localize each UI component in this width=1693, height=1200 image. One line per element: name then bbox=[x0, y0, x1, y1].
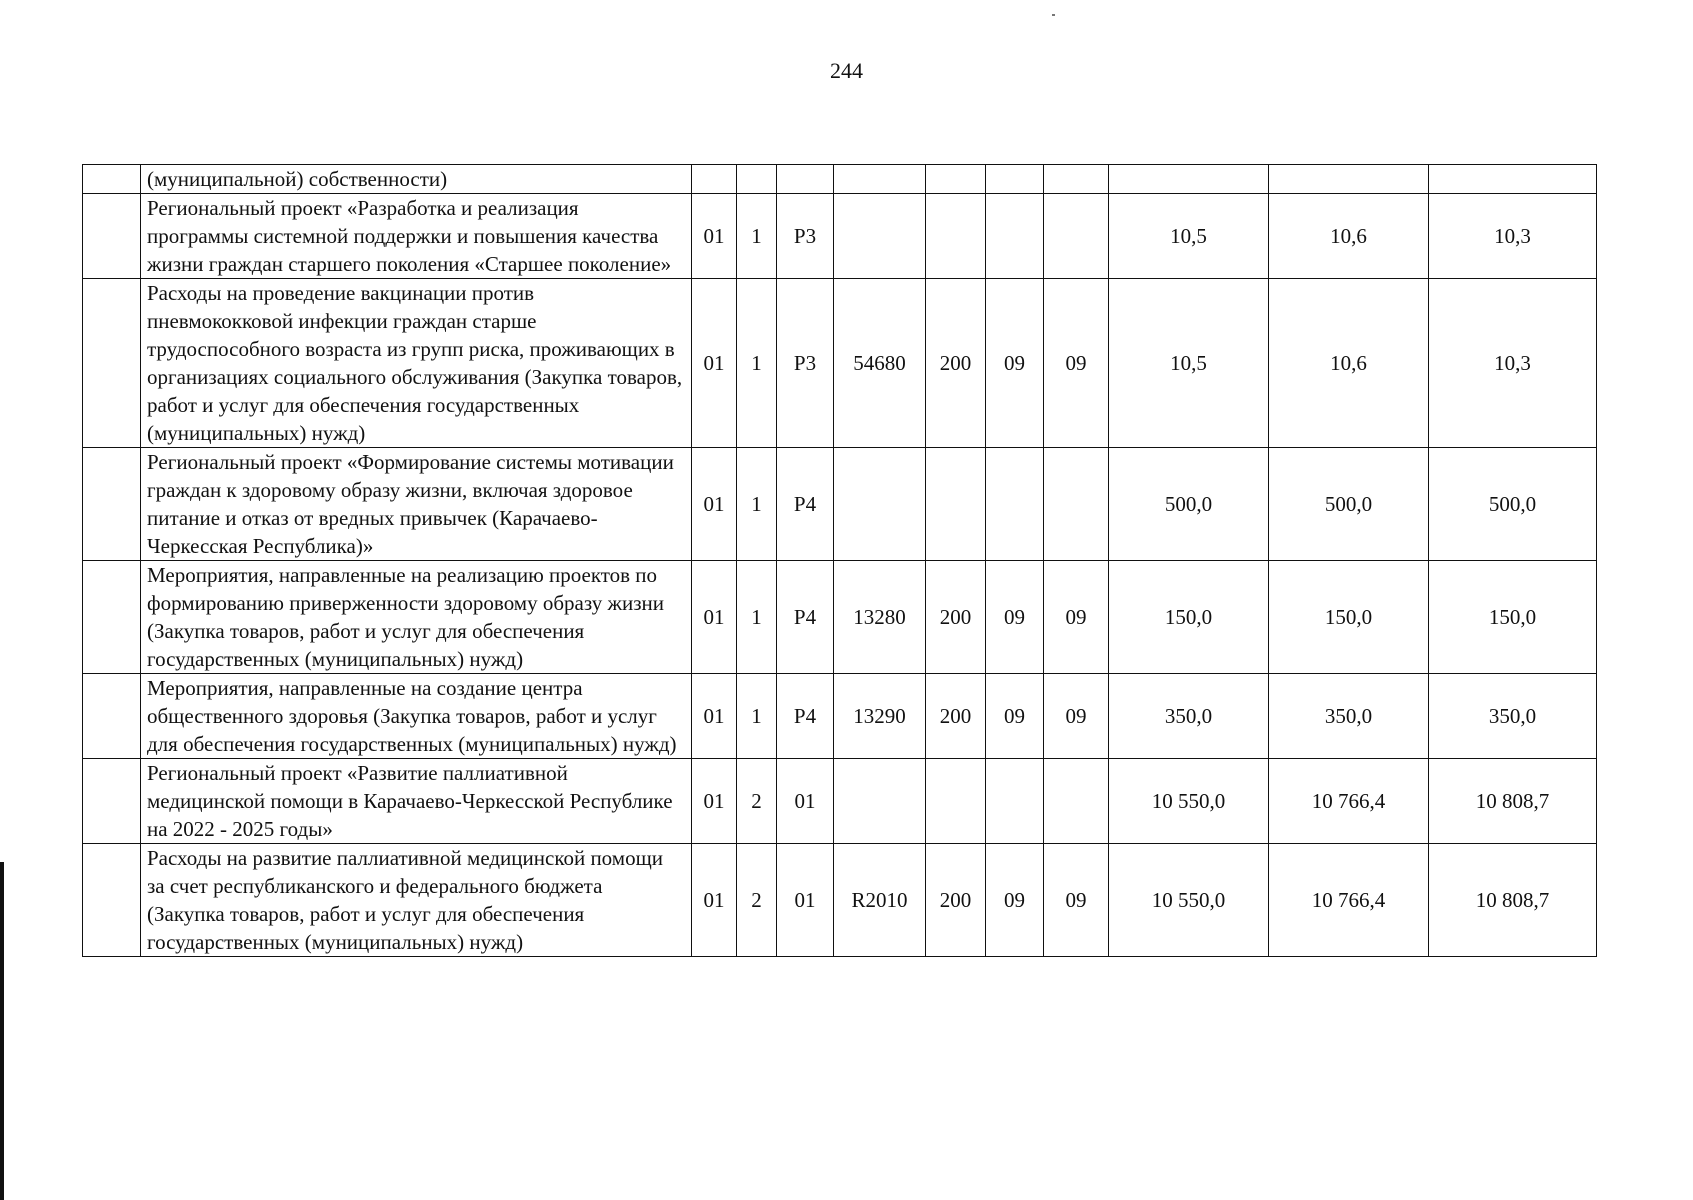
index-cell bbox=[83, 194, 141, 279]
index-cell bbox=[83, 674, 141, 759]
amount-cell: 350,0 bbox=[1109, 674, 1269, 759]
code-cell bbox=[834, 448, 926, 561]
amount-cell: 10 550,0 bbox=[1109, 759, 1269, 844]
code-cell: 1 bbox=[737, 279, 777, 448]
code-cell: 01 bbox=[692, 279, 737, 448]
amount-cell: 10,3 bbox=[1429, 279, 1597, 448]
code-cell: P4 bbox=[777, 448, 834, 561]
code-cell: P3 bbox=[777, 194, 834, 279]
code-cell: P4 bbox=[777, 674, 834, 759]
amount-cell: 10 808,7 bbox=[1429, 759, 1597, 844]
index-cell bbox=[83, 844, 141, 957]
budget-table bbox=[82, 164, 1597, 957]
code-cell: 09 bbox=[986, 279, 1044, 448]
code-cell: 01 bbox=[777, 844, 834, 957]
code-cell: 13280 bbox=[834, 561, 926, 674]
description-cell: Мероприятия, направленные на создание центра общественного здоровья (Закупка товаров, работ и услуг для обеспечения государственных (муниципальных) нужд) bbox=[141, 674, 692, 759]
code-cell bbox=[986, 165, 1044, 194]
amount-cell: 10,3 bbox=[1429, 194, 1597, 279]
code-cell: 1 bbox=[737, 448, 777, 561]
description-cell: Региональный проект «Разработка и реализация программы системной поддержки и повышения качества жизни граждан старшего поколения «Старшее поколение» bbox=[141, 194, 692, 279]
code-cell bbox=[834, 165, 926, 194]
table-row bbox=[83, 448, 1597, 561]
code-cell: 2 bbox=[737, 844, 777, 957]
code-cell bbox=[834, 194, 926, 279]
code-cell: 09 bbox=[1044, 279, 1109, 448]
amount-cell: 10 766,4 bbox=[1269, 759, 1429, 844]
index-cell bbox=[83, 448, 141, 561]
code-cell: 200 bbox=[926, 561, 986, 674]
description-cell: Региональный проект «Формирование системы мотивации граждан к здоровому образу жизни, включая здоровое питание и отказ от вредных привычек (Карачаево-Черкесская Республика)» bbox=[141, 448, 692, 561]
code-cell: 13290 bbox=[834, 674, 926, 759]
index-cell bbox=[83, 279, 141, 448]
amount-cell bbox=[1109, 165, 1269, 194]
code-cell: 2 bbox=[737, 759, 777, 844]
page-number: 244 bbox=[830, 58, 863, 83]
scan-dot bbox=[1052, 14, 1055, 16]
amount-cell bbox=[1429, 165, 1597, 194]
code-cell: 200 bbox=[926, 279, 986, 448]
code-cell: 09 bbox=[986, 674, 1044, 759]
code-cell: 09 bbox=[1044, 674, 1109, 759]
code-cell: 01 bbox=[692, 448, 737, 561]
table-row bbox=[83, 279, 1597, 448]
index-cell bbox=[83, 165, 141, 194]
amount-cell: 10,6 bbox=[1269, 194, 1429, 279]
description-cell: Расходы на развитие паллиативной медицинской помощи за счет республиканского и федерального бюджета (Закупка товаров, работ и услуг для обеспечения государственных (муниципальных) нужд) bbox=[141, 844, 692, 957]
table-row bbox=[83, 165, 1597, 194]
code-cell: 01 bbox=[692, 194, 737, 279]
amount-cell: 350,0 bbox=[1429, 674, 1597, 759]
scan-edge-mark bbox=[0, 862, 4, 1200]
description-cell: Мероприятия, направленные на реализацию проектов по формированию приверженности здоровому образу жизни (Закупка товаров, работ и услуг для обеспечения государственных (муниципальных) нужд) bbox=[141, 561, 692, 674]
code-cell: 01 bbox=[692, 674, 737, 759]
amount-cell: 150,0 bbox=[1109, 561, 1269, 674]
amount-cell: 10 808,7 bbox=[1429, 844, 1597, 957]
code-cell: 01 bbox=[692, 561, 737, 674]
code-cell: R2010 bbox=[834, 844, 926, 957]
code-cell bbox=[1044, 448, 1109, 561]
index-cell bbox=[83, 561, 141, 674]
code-cell: 200 bbox=[926, 844, 986, 957]
amount-cell: 10,5 bbox=[1109, 194, 1269, 279]
amount-cell: 10 550,0 bbox=[1109, 844, 1269, 957]
table-row bbox=[83, 194, 1597, 279]
code-cell bbox=[1044, 194, 1109, 279]
code-cell: 09 bbox=[986, 844, 1044, 957]
description-cell: Расходы на проведение вакцинации против пневмококковой инфекции граждан старше трудоспособного возраста из групп риска, проживающих в организациях социального обслуживания (Закупка товаров, работ и услуг для обеспечения государственных (муниципальных) нужд) bbox=[141, 279, 692, 448]
code-cell: 09 bbox=[1044, 561, 1109, 674]
code-cell: 09 bbox=[986, 561, 1044, 674]
index-cell bbox=[83, 759, 141, 844]
code-cell bbox=[986, 448, 1044, 561]
amount-cell: 10,5 bbox=[1109, 279, 1269, 448]
table-row bbox=[83, 561, 1597, 674]
code-cell: 1 bbox=[737, 674, 777, 759]
code-cell bbox=[986, 194, 1044, 279]
description-cell: Региональный проект «Развитие паллиативной медицинской помощи в Карачаево-Черкесской Республике на 2022 - 2025 годы» bbox=[141, 759, 692, 844]
description-cell: (муниципальной) собственности) bbox=[141, 165, 692, 194]
table-row bbox=[83, 759, 1597, 844]
code-cell bbox=[926, 448, 986, 561]
code-cell: 54680 bbox=[834, 279, 926, 448]
code-cell bbox=[926, 165, 986, 194]
code-cell bbox=[692, 165, 737, 194]
code-cell: 09 bbox=[1044, 844, 1109, 957]
code-cell bbox=[777, 165, 834, 194]
code-cell bbox=[834, 759, 926, 844]
table-row bbox=[83, 844, 1597, 957]
code-cell bbox=[1044, 165, 1109, 194]
amount-cell: 350,0 bbox=[1269, 674, 1429, 759]
amount-cell: 150,0 bbox=[1429, 561, 1597, 674]
code-cell: 1 bbox=[737, 194, 777, 279]
code-cell: P4 bbox=[777, 561, 834, 674]
code-cell bbox=[926, 194, 986, 279]
amount-cell: 500,0 bbox=[1109, 448, 1269, 561]
code-cell bbox=[1044, 759, 1109, 844]
code-cell: 1 bbox=[737, 561, 777, 674]
amount-cell: 10 766,4 bbox=[1269, 844, 1429, 957]
amount-cell: 500,0 bbox=[1269, 448, 1429, 561]
amount-cell: 500,0 bbox=[1429, 448, 1597, 561]
code-cell: 01 bbox=[692, 759, 737, 844]
amount-cell bbox=[1269, 165, 1429, 194]
table-row bbox=[83, 674, 1597, 759]
code-cell bbox=[737, 165, 777, 194]
code-cell: 01 bbox=[777, 759, 834, 844]
code-cell: P3 bbox=[777, 279, 834, 448]
amount-cell: 10,6 bbox=[1269, 279, 1429, 448]
code-cell: 01 bbox=[692, 844, 737, 957]
code-cell bbox=[926, 759, 986, 844]
code-cell bbox=[986, 759, 1044, 844]
amount-cell: 150,0 bbox=[1269, 561, 1429, 674]
code-cell: 200 bbox=[926, 674, 986, 759]
